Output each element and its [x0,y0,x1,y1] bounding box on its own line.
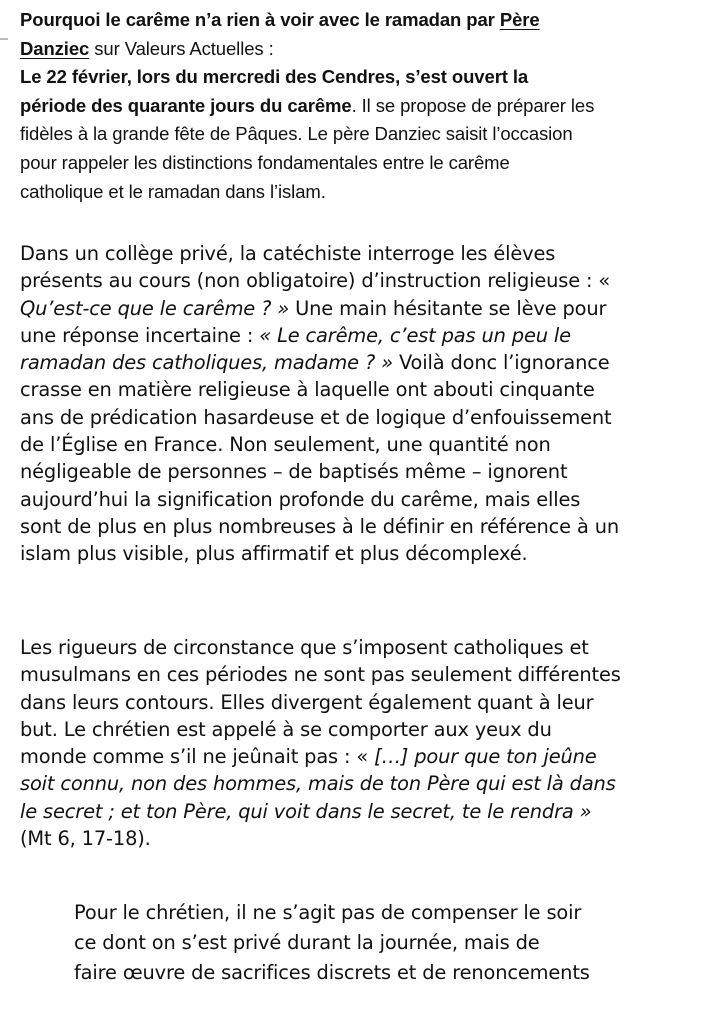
p1-line-9: négligeable de personnes – de baptisés même – ignorent [20,460,568,484]
p2-line-2: musulmans en ces périodes ne sont pas seulement différentes [20,663,621,687]
source-text: sur Valeurs Actuelles : [89,37,274,59]
p3-line-1: Pour le chrétien, il ne s’agit pas de compenser le soir [74,901,582,924]
scan-artifact [0,38,8,40]
article-intro [20,6,710,206]
p3-line-2: ce dont on s’est privé durant la journée, mais de [74,930,540,954]
p2-line-1: Les rigueurs de circonstance que s’imposent catholiques et [20,636,589,659]
p2-line-6: soit connu, non des hommes, mais de ton Père qui est là dans [20,772,616,796]
p1-line-5-rest: Voilà donc l’ignorance [392,351,610,375]
intro-line-5: catholique et le ramadan dans l’islam. [20,180,326,202]
intro-line-2-rest: . Il se propose de préparer les [351,94,595,116]
p1-line-5 [20,349,715,376]
p1-line-3-italic: Qu’est-ce que le carême ? » [20,296,290,320]
p1-line-12: islam plus visible, plus affirmatif et plus décomplexé. [20,542,528,566]
p2-line-5-italic: […] pour que ton jeûne [374,745,597,769]
p1-line-1: Dans un collège privé, la catéchiste interroge les élèves [20,242,556,265]
p2-line-4: but. Le chrétien est appelé à se comporter aux yeux du [20,717,552,741]
p3-line-3: faire œuvre de sacrifices discrets et de renoncements [74,960,590,984]
p1-line-8: de l’Église en France. Non seulement, une quantité non [20,433,551,457]
article-title: Pourquoi le carême n’a rien à voir avec le ramadan par [20,9,500,30]
p1-line-4-plain: une réponse incertaine : [20,323,260,347]
intro-title-line-2 [20,35,710,64]
p1-line-2: présents au cours (non obligatoire) d’instruction religieuse : « [20,269,611,293]
p1-line-6: crasse en matière religieuse à laquelle ont abouti cinquante [20,378,595,402]
p1-line-5-italic: ramadan des catholiques, madame ? » [20,351,393,375]
p1-line-4 [20,322,715,349]
paragraph-3 [74,898,714,987]
p1-line-4-italic: « Le carême, c’est pas un peu le [259,323,571,347]
intro-line-2 [20,92,710,121]
paragraph-2 [20,634,715,852]
p1-line-7: ans de prédication hasardeuse et de logique d’enfouissement [20,405,612,429]
p1-line-11: sont de plus en plus nombreuses à le définir en référence à un [20,514,619,538]
p2-line-7: le secret ; et ton Père, qui voit dans le secret, te le rendra » [20,799,592,823]
p1-line-3-rest: Une main hésitante se lève pour [289,296,607,320]
p1-line-3 [20,295,715,322]
intro-line-3: fidèles à la grande fête de Pâques. Le père Danziec saisit l’occasion [20,123,573,145]
p2-line-5 [20,743,715,770]
p2-line-8: (Mt 6, 17-18). [20,827,151,851]
author-link-first[interactable]: Père [499,9,540,30]
intro-bold-line-1: Le 22 février, lors du mercredi des Cendres, s’est ouvert la [20,66,529,88]
paragraph-1 [20,240,715,568]
p1-line-10: aujourd’hui la signification profonde du carême, mais elles [20,487,581,511]
intro-title-line-1 [20,6,710,35]
intro-bold-line-2: période des quarante jours du carême [20,94,352,116]
p2-line-3: dans leurs contours. Elles divergent également quant à leur [20,690,594,714]
author-link-last[interactable]: Danziec [20,37,90,59]
p2-line-5-plain: monde comme s’il ne jeûnait pas : « [20,745,375,769]
intro-line-4: pour rappeler les distinctions fondamentales entre le carême [20,151,510,173]
